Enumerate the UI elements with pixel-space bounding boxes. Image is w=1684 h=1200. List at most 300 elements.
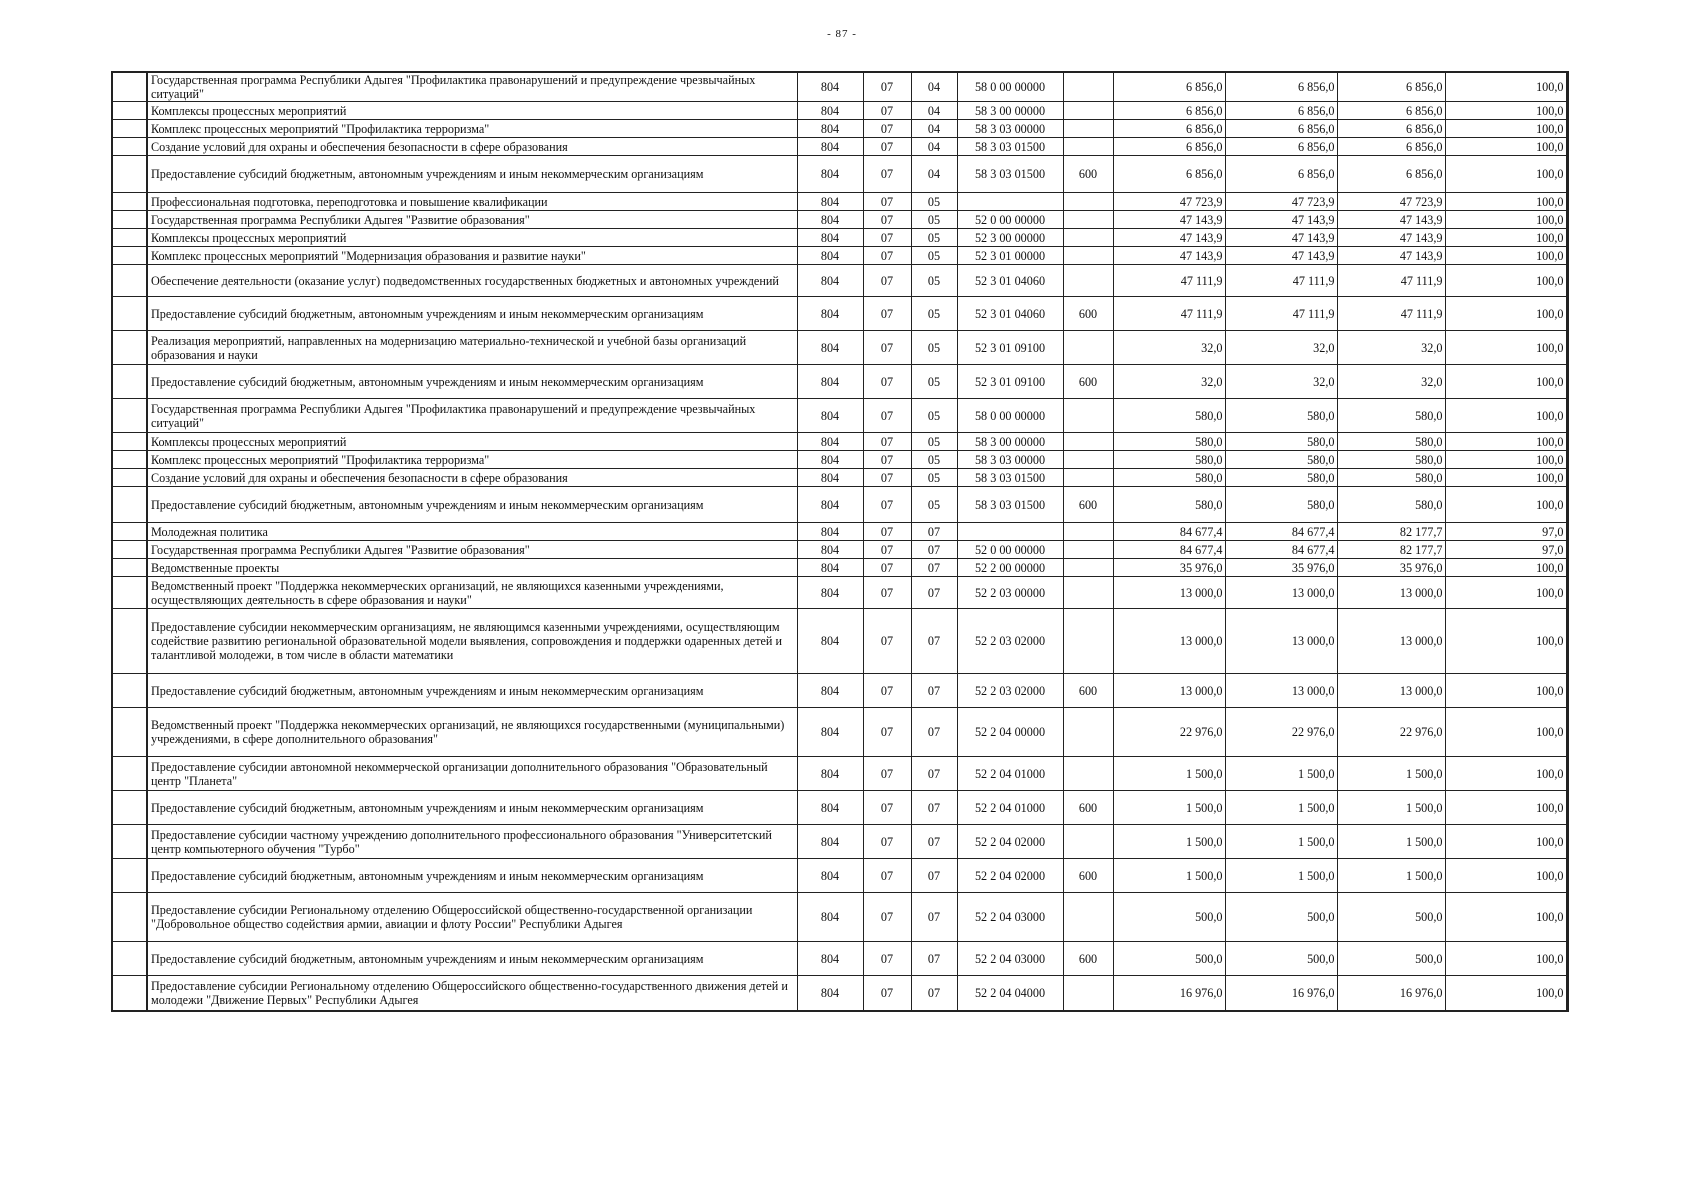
execution-percent: 100,0 (1445, 331, 1567, 365)
amount-approved: 16 976,0 (1225, 976, 1337, 1011)
section-code: 07 (863, 609, 911, 674)
section-code: 07 (863, 893, 911, 942)
ministry-code: 804 (797, 674, 863, 708)
amount-executed: 32,0 (1337, 331, 1445, 365)
amount-approved: 580,0 (1225, 487, 1337, 523)
amount-executed: 580,0 (1337, 487, 1445, 523)
target-article-code: 52 3 01 04060 (957, 265, 1063, 297)
subsection-code: 05 (911, 365, 957, 399)
row-margin-cell (112, 825, 147, 859)
amount-approved: 580,0 (1225, 451, 1337, 469)
amount-plan: 47 143,9 (1113, 229, 1225, 247)
amount-plan: 1 500,0 (1113, 859, 1225, 893)
amount-executed: 580,0 (1337, 451, 1445, 469)
amount-executed: 47 143,9 (1337, 247, 1445, 265)
table-row (112, 825, 1567, 859)
table-row (112, 138, 1567, 156)
amount-executed: 1 500,0 (1337, 757, 1445, 791)
section-code: 07 (863, 942, 911, 976)
row-margin-cell (112, 138, 147, 156)
amount-executed: 500,0 (1337, 942, 1445, 976)
expense-type-code (1063, 433, 1113, 451)
section-code: 07 (863, 469, 911, 487)
table-row (112, 433, 1567, 451)
subsection-code: 07 (911, 577, 957, 609)
amount-executed: 16 976,0 (1337, 976, 1445, 1011)
subsection-code: 07 (911, 559, 957, 577)
amount-approved: 22 976,0 (1225, 708, 1337, 757)
subsection-code: 07 (911, 609, 957, 674)
row-name: Создание условий для охраны и обеспечения безопасности в сфере образования (147, 138, 797, 156)
target-article-code: 52 2 04 02000 (957, 825, 1063, 859)
row-margin-cell (112, 72, 147, 102)
ministry-code: 804 (797, 859, 863, 893)
amount-plan: 500,0 (1113, 942, 1225, 976)
amount-plan: 6 856,0 (1113, 72, 1225, 102)
row-margin-cell (112, 609, 147, 674)
execution-percent: 100,0 (1445, 791, 1567, 825)
amount-plan: 47 143,9 (1113, 211, 1225, 229)
execution-percent: 100,0 (1445, 193, 1567, 211)
expense-type-code: 600 (1063, 859, 1113, 893)
section-code: 07 (863, 365, 911, 399)
subsection-code: 07 (911, 708, 957, 757)
row-margin-cell (112, 433, 147, 451)
amount-plan: 47 723,9 (1113, 193, 1225, 211)
section-code: 07 (863, 399, 911, 433)
row-margin-cell (112, 577, 147, 609)
amount-plan: 13 000,0 (1113, 674, 1225, 708)
amount-approved: 6 856,0 (1225, 138, 1337, 156)
ministry-code: 804 (797, 72, 863, 102)
table-row (112, 757, 1567, 791)
amount-executed: 13 000,0 (1337, 609, 1445, 674)
amount-plan: 6 856,0 (1113, 156, 1225, 193)
amount-executed: 580,0 (1337, 399, 1445, 433)
target-article-code: 58 3 03 00000 (957, 120, 1063, 138)
expense-type-code (1063, 976, 1113, 1011)
ministry-code: 804 (797, 976, 863, 1011)
amount-plan: 1 500,0 (1113, 757, 1225, 791)
amount-approved: 580,0 (1225, 469, 1337, 487)
row-name: Предоставление субсидий бюджетным, автономным учреждениям и иным некоммерческим организациям (147, 297, 797, 331)
amount-executed: 6 856,0 (1337, 72, 1445, 102)
row-name: Молодежная политика (147, 523, 797, 541)
section-code: 07 (863, 559, 911, 577)
amount-executed: 47 723,9 (1337, 193, 1445, 211)
subsection-code: 07 (911, 757, 957, 791)
budget-table (111, 71, 1569, 1012)
target-article-code: 52 3 01 09100 (957, 365, 1063, 399)
ministry-code: 804 (797, 609, 863, 674)
expense-type-code (1063, 265, 1113, 297)
subsection-code: 05 (911, 487, 957, 523)
row-margin-cell (112, 331, 147, 365)
row-name: Обеспечение деятельности (оказание услуг) подведомственных государственных бюджетных и автономных учреждений (147, 265, 797, 297)
expense-type-code (1063, 138, 1113, 156)
row-margin-cell (112, 156, 147, 193)
table-row (112, 211, 1567, 229)
execution-percent: 100,0 (1445, 893, 1567, 942)
section-code: 07 (863, 708, 911, 757)
amount-plan: 13 000,0 (1113, 609, 1225, 674)
amount-approved: 47 111,9 (1225, 297, 1337, 331)
expense-type-code (1063, 893, 1113, 942)
row-name: Предоставление субсидии автономной некоммерческой организации дополнительного образования "Образовательный центр "Планета" (147, 757, 797, 791)
row-margin-cell (112, 211, 147, 229)
target-article-code: 52 2 03 02000 (957, 674, 1063, 708)
amount-approved: 580,0 (1225, 433, 1337, 451)
execution-percent: 100,0 (1445, 674, 1567, 708)
subsection-code: 05 (911, 211, 957, 229)
subsection-code: 04 (911, 120, 957, 138)
amount-plan: 47 111,9 (1113, 265, 1225, 297)
row-margin-cell (112, 791, 147, 825)
amount-executed: 6 856,0 (1337, 138, 1445, 156)
target-article-code (957, 193, 1063, 211)
row-name: Комплекс процессных мероприятий "Профилактика терроризма" (147, 451, 797, 469)
amount-plan: 580,0 (1113, 469, 1225, 487)
section-code: 07 (863, 120, 911, 138)
target-article-code: 52 2 04 03000 (957, 942, 1063, 976)
section-code: 07 (863, 247, 911, 265)
section-code: 07 (863, 211, 911, 229)
expense-type-code: 600 (1063, 365, 1113, 399)
table-row (112, 859, 1567, 893)
amount-plan: 32,0 (1113, 365, 1225, 399)
ministry-code: 804 (797, 265, 863, 297)
row-margin-cell (112, 523, 147, 541)
ministry-code: 804 (797, 469, 863, 487)
page-number: - 87 - (827, 28, 857, 40)
target-article-code: 58 3 03 01500 (957, 138, 1063, 156)
target-article-code: 52 0 00 00000 (957, 211, 1063, 229)
table-row (112, 399, 1567, 433)
row-name: Государственная программа Республики Адыгея "Профилактика правонарушений и предупреждение чрезвычайных ситуаций" (147, 399, 797, 433)
amount-approved: 580,0 (1225, 399, 1337, 433)
ministry-code: 804 (797, 193, 863, 211)
row-margin-cell (112, 469, 147, 487)
row-margin-cell (112, 976, 147, 1011)
expense-type-code: 600 (1063, 791, 1113, 825)
table-row (112, 708, 1567, 757)
execution-percent: 100,0 (1445, 365, 1567, 399)
execution-percent: 100,0 (1445, 757, 1567, 791)
expense-type-code (1063, 609, 1113, 674)
amount-executed: 1 500,0 (1337, 825, 1445, 859)
amount-executed: 82 177,7 (1337, 523, 1445, 541)
amount-approved: 500,0 (1225, 893, 1337, 942)
ministry-code: 804 (797, 942, 863, 976)
row-name: Комплексы процессных мероприятий (147, 229, 797, 247)
expense-type-code (1063, 541, 1113, 559)
execution-percent: 100,0 (1445, 942, 1567, 976)
subsection-code: 07 (911, 541, 957, 559)
amount-executed: 32,0 (1337, 365, 1445, 399)
execution-percent: 100,0 (1445, 609, 1567, 674)
row-name: Предоставление субсидий бюджетным, автономным учреждениям и иным некоммерческим организациям (147, 791, 797, 825)
row-name: Создание условий для охраны и обеспечения безопасности в сфере образования (147, 469, 797, 487)
table-row (112, 120, 1567, 138)
execution-percent: 100,0 (1445, 708, 1567, 757)
execution-percent: 100,0 (1445, 102, 1567, 120)
target-article-code: 58 3 03 00000 (957, 451, 1063, 469)
amount-executed: 1 500,0 (1337, 859, 1445, 893)
expense-type-code (1063, 399, 1113, 433)
subsection-code: 05 (911, 451, 957, 469)
section-code: 07 (863, 265, 911, 297)
execution-percent: 100,0 (1445, 247, 1567, 265)
subsection-code: 05 (911, 193, 957, 211)
amount-approved: 500,0 (1225, 942, 1337, 976)
ministry-code: 804 (797, 211, 863, 229)
amount-plan: 13 000,0 (1113, 577, 1225, 609)
amount-plan: 580,0 (1113, 399, 1225, 433)
table-row (112, 72, 1567, 102)
row-name: Государственная программа Республики Адыгея "Профилактика правонарушений и предупреждение чрезвычайных ситуаций" (147, 72, 797, 102)
row-margin-cell (112, 674, 147, 708)
target-article-code: 52 2 00 00000 (957, 559, 1063, 577)
table-row (112, 229, 1567, 247)
table-row (112, 976, 1567, 1011)
section-code: 07 (863, 541, 911, 559)
section-code: 07 (863, 757, 911, 791)
row-margin-cell (112, 559, 147, 577)
amount-approved: 1 500,0 (1225, 825, 1337, 859)
execution-percent: 100,0 (1445, 469, 1567, 487)
row-name: Профессиональная подготовка, переподготовка и повышение квалификации (147, 193, 797, 211)
row-margin-cell (112, 297, 147, 331)
section-code: 07 (863, 72, 911, 102)
section-code: 07 (863, 229, 911, 247)
amount-approved: 47 143,9 (1225, 229, 1337, 247)
section-code: 07 (863, 156, 911, 193)
subsection-code: 07 (911, 825, 957, 859)
amount-executed: 47 143,9 (1337, 211, 1445, 229)
execution-percent: 100,0 (1445, 211, 1567, 229)
amount-approved: 47 143,9 (1225, 247, 1337, 265)
ministry-code: 804 (797, 523, 863, 541)
execution-percent: 100,0 (1445, 72, 1567, 102)
row-name: Комплексы процессных мероприятий (147, 102, 797, 120)
target-article-code: 52 2 04 04000 (957, 976, 1063, 1011)
amount-executed: 580,0 (1337, 469, 1445, 487)
table-row (112, 523, 1567, 541)
amount-plan: 47 143,9 (1113, 247, 1225, 265)
row-name: Ведомственные проекты (147, 559, 797, 577)
expense-type-code (1063, 120, 1113, 138)
ministry-code: 804 (797, 559, 863, 577)
amount-executed: 35 976,0 (1337, 559, 1445, 577)
table-row (112, 609, 1567, 674)
ministry-code: 804 (797, 893, 863, 942)
expense-type-code: 600 (1063, 156, 1113, 193)
subsection-code: 05 (911, 331, 957, 365)
amount-plan: 6 856,0 (1113, 138, 1225, 156)
row-margin-cell (112, 708, 147, 757)
execution-percent: 100,0 (1445, 825, 1567, 859)
row-margin-cell (112, 102, 147, 120)
execution-percent: 100,0 (1445, 156, 1567, 193)
execution-percent: 100,0 (1445, 559, 1567, 577)
row-name: Предоставление субсидии Региональному отделению Общероссийского общественно-государственного движения детей и молодежи "Движение Первых" Республики Адыгея (147, 976, 797, 1011)
table-row (112, 469, 1567, 487)
section-code: 07 (863, 674, 911, 708)
row-name: Комплекс процессных мероприятий "Профилактика терроризма" (147, 120, 797, 138)
target-article-code: 58 0 00 00000 (957, 399, 1063, 433)
amount-plan: 580,0 (1113, 487, 1225, 523)
section-code: 07 (863, 451, 911, 469)
amount-executed: 47 111,9 (1337, 297, 1445, 331)
expense-type-code (1063, 229, 1113, 247)
row-margin-cell (112, 265, 147, 297)
subsection-code: 07 (911, 893, 957, 942)
execution-percent: 97,0 (1445, 523, 1567, 541)
row-margin-cell (112, 757, 147, 791)
target-article-code: 58 3 00 00000 (957, 102, 1063, 120)
target-article-code: 58 3 00 00000 (957, 433, 1063, 451)
amount-approved: 1 500,0 (1225, 791, 1337, 825)
target-article-code (957, 523, 1063, 541)
expense-type-code: 600 (1063, 942, 1113, 976)
amount-approved: 6 856,0 (1225, 102, 1337, 120)
section-code: 07 (863, 138, 911, 156)
amount-approved: 6 856,0 (1225, 72, 1337, 102)
row-margin-cell (112, 942, 147, 976)
ministry-code: 804 (797, 757, 863, 791)
table-row (112, 559, 1567, 577)
target-article-code: 52 2 03 00000 (957, 577, 1063, 609)
subsection-code: 04 (911, 102, 957, 120)
subsection-code: 07 (911, 523, 957, 541)
row-margin-cell (112, 893, 147, 942)
amount-plan: 35 976,0 (1113, 559, 1225, 577)
expense-type-code (1063, 559, 1113, 577)
row-margin-cell (112, 859, 147, 893)
target-article-code: 52 3 01 00000 (957, 247, 1063, 265)
ministry-code: 804 (797, 541, 863, 559)
amount-plan: 1 500,0 (1113, 791, 1225, 825)
table-row (112, 193, 1567, 211)
amount-plan: 84 677,4 (1113, 523, 1225, 541)
ministry-code: 804 (797, 365, 863, 399)
amount-executed: 22 976,0 (1337, 708, 1445, 757)
row-name: Комплексы процессных мероприятий (147, 433, 797, 451)
table-row (112, 893, 1567, 942)
amount-approved: 47 723,9 (1225, 193, 1337, 211)
amount-plan: 580,0 (1113, 451, 1225, 469)
row-margin-cell (112, 247, 147, 265)
ministry-code: 804 (797, 120, 863, 138)
row-name: Предоставление субсидий бюджетным, автономным учреждениям и иным некоммерческим организациям (147, 156, 797, 193)
table-row (112, 297, 1567, 331)
amount-approved: 6 856,0 (1225, 156, 1337, 193)
expense-type-code (1063, 577, 1113, 609)
row-margin-cell (112, 399, 147, 433)
target-article-code: 52 2 04 01000 (957, 791, 1063, 825)
subsection-code: 07 (911, 674, 957, 708)
ministry-code: 804 (797, 102, 863, 120)
amount-executed: 47 143,9 (1337, 229, 1445, 247)
row-margin-cell (112, 451, 147, 469)
amount-approved: 6 856,0 (1225, 120, 1337, 138)
amount-approved: 13 000,0 (1225, 609, 1337, 674)
ministry-code: 804 (797, 451, 863, 469)
amount-executed: 500,0 (1337, 893, 1445, 942)
expense-type-code (1063, 523, 1113, 541)
amount-approved: 84 677,4 (1225, 523, 1337, 541)
ministry-code: 804 (797, 331, 863, 365)
section-code: 07 (863, 331, 911, 365)
execution-percent: 100,0 (1445, 859, 1567, 893)
ministry-code: 804 (797, 825, 863, 859)
subsection-code: 05 (911, 297, 957, 331)
table-row (112, 102, 1567, 120)
subsection-code: 05 (911, 399, 957, 433)
table-body (112, 72, 1567, 1011)
amount-plan: 1 500,0 (1113, 825, 1225, 859)
row-name: Предоставление субсидий бюджетным, автономным учреждениям и иным некоммерческим организациям (147, 674, 797, 708)
table-row (112, 156, 1567, 193)
execution-percent: 100,0 (1445, 138, 1567, 156)
amount-approved: 13 000,0 (1225, 577, 1337, 609)
row-name: Ведомственный проект "Поддержка некоммерческих организаций, не являющихся казенными учреждениями, осуществляющих деятельность в сфере образования и науки" (147, 577, 797, 609)
table-row (112, 541, 1567, 559)
expense-type-code (1063, 825, 1113, 859)
row-name: Предоставление субсидии некоммерческим организациям, не являющимся казенными учреждениями, осуществляющим содействие развитию региональной образовательной модели выявления, сопровождения и поддержки одаренных детей и талантливой молодежи, в том числе в области математики (147, 609, 797, 674)
expense-type-code (1063, 102, 1113, 120)
ministry-code: 804 (797, 577, 863, 609)
subsection-code: 05 (911, 247, 957, 265)
amount-plan: 16 976,0 (1113, 976, 1225, 1011)
expense-type-code (1063, 469, 1113, 487)
amount-approved: 47 143,9 (1225, 211, 1337, 229)
subsection-code: 07 (911, 859, 957, 893)
row-margin-cell (112, 193, 147, 211)
table-row (112, 577, 1567, 609)
amount-executed: 47 111,9 (1337, 265, 1445, 297)
amount-plan: 6 856,0 (1113, 102, 1225, 120)
row-margin-cell (112, 487, 147, 523)
row-name: Предоставление субсидий бюджетным, автономным учреждениям и иным некоммерческим организациям (147, 365, 797, 399)
section-code: 07 (863, 791, 911, 825)
target-article-code: 52 3 00 00000 (957, 229, 1063, 247)
expense-type-code (1063, 193, 1113, 211)
ministry-code: 804 (797, 399, 863, 433)
table-row (112, 331, 1567, 365)
ministry-code: 804 (797, 708, 863, 757)
amount-approved: 13 000,0 (1225, 674, 1337, 708)
ministry-code: 804 (797, 138, 863, 156)
amount-plan: 6 856,0 (1113, 120, 1225, 138)
row-margin-cell (112, 541, 147, 559)
amount-plan: 47 111,9 (1113, 297, 1225, 331)
ministry-code: 804 (797, 297, 863, 331)
row-name: Комплекс процессных мероприятий "Модернизация образования и развитие науки" (147, 247, 797, 265)
amount-plan: 580,0 (1113, 433, 1225, 451)
row-name: Предоставление субсидии Региональному отделению Общероссийской общественно-государственной организации "Добровольное общество содействия армии, авиации и флоту России" Республики Адыгея (147, 893, 797, 942)
expense-type-code (1063, 331, 1113, 365)
table-row (112, 487, 1567, 523)
expense-type-code (1063, 757, 1113, 791)
target-article-code: 58 3 03 01500 (957, 156, 1063, 193)
target-article-code: 52 0 00 00000 (957, 541, 1063, 559)
amount-plan: 84 677,4 (1113, 541, 1225, 559)
row-margin-cell (112, 120, 147, 138)
section-code: 07 (863, 102, 911, 120)
amount-approved: 84 677,4 (1225, 541, 1337, 559)
amount-executed: 13 000,0 (1337, 674, 1445, 708)
